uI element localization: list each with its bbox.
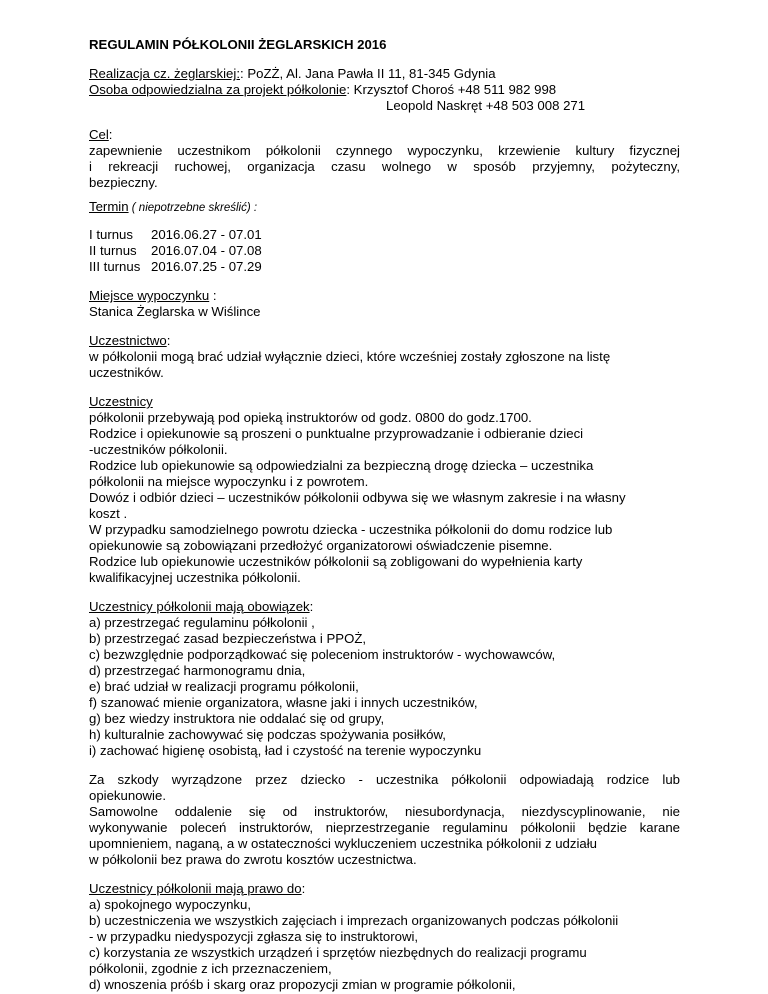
participants-line: Rodzice i opiekunowie są proszeni o punktualne przyprowadzanie i odbieranie dzieci xyxy=(89,426,584,441)
participants-line: półkolonii na miejsce wypoczynku i z powrotem. xyxy=(89,474,369,489)
term-row-dates: 2016.07.25 - 07.29 xyxy=(151,259,262,274)
duties-item: d) przestrzegać harmonogramu dnia, xyxy=(89,663,306,678)
rights-item: c) korzystania ze wszystkich urządzeń i sprzętów niezbędnych do realizacji programu xyxy=(89,945,587,960)
damages-line-1: Za szkody wyrządzone przez dziecko - uczestnika półkolonii odpowiadają rodzice lub xyxy=(89,772,680,787)
realization-label: Realizacja cz. żeglarskiej: xyxy=(89,66,240,81)
participants-heading: Uczestnicy xyxy=(89,394,153,409)
rights-item: b) uczestniczenia we wszystkich zajęciach i imprezach organizowanych podczas półkolonii xyxy=(89,913,619,928)
participants-line: kwalifikacyjnej uczestnika półkolonii. xyxy=(89,570,301,585)
responsible-person-2: Leopold Naskręt +48 503 008 271 xyxy=(386,98,586,113)
term-row-dates: 2016.07.04 - 07.08 xyxy=(151,243,262,258)
duties-item: b) przestrzegać zasad bezpieczeństwa i PPOŻ, xyxy=(89,631,367,646)
responsible-person-1: Krzysztof Choroś +48 511 982 998 xyxy=(353,82,557,97)
participants-line: Dowóz i odbiór dzieci – uczestników półkolonii odbywa się we własnym zakresie i na własny xyxy=(89,490,626,505)
duties-item: e) brać udział w realizacji programu półkolonii, xyxy=(89,679,359,694)
damages-line-4: wykonywanie poleceń instruktorów, nieprzestrzeganie regulaminu półkolonii będzie karane xyxy=(89,820,680,835)
term-row-label: III turnus xyxy=(89,259,141,274)
rights-colon: : xyxy=(301,881,306,896)
goal-line-1: zapewnienie uczestnikom półkolonii czynnego wypoczynku, krzewienie kultury fizycznej xyxy=(89,143,680,158)
rights-item: d) wnoszenia próśb i skarg oraz propozycji zmian w programie półkolonii, xyxy=(89,977,516,992)
realization-sep: : xyxy=(239,66,248,81)
duties-item: g) bez wiedzy instruktora nie oddalać się od grupy, xyxy=(89,711,385,726)
damages-line-3: Samowolne oddalenie się od instruktorów, niesubordynacja, niezdyscyplinowanie, nie xyxy=(89,804,680,819)
participants-line: koszt . xyxy=(89,506,128,521)
term-row xyxy=(89,259,262,275)
participation-heading-line xyxy=(89,333,170,349)
participants-line: półkolonii przebywają pod opieką instruktorów od godz. 0800 do godz.1700. xyxy=(89,410,532,425)
rights-item: a) spokojnego wypoczynku, xyxy=(89,897,252,912)
duties-heading-line xyxy=(89,599,313,615)
term-row-label: II turnus xyxy=(89,243,137,258)
duties-heading: Uczestnicy półkolonii mają obowiązek xyxy=(89,599,310,614)
rights-item: - w przypadku niedyspozycji zgłasza się to instruktorowi, xyxy=(89,929,419,944)
goal-colon: : xyxy=(108,127,113,142)
participation-heading: Uczestnictwo xyxy=(89,333,167,348)
term-row-dates: 2016.06.27 - 07.01 xyxy=(151,227,262,242)
participation-colon: : xyxy=(166,333,171,348)
participation-line-1: w półkolonii mogą brać udział wyłącznie dzieci, które wcześniej zostały zgłoszone na listę xyxy=(89,349,611,364)
duties-item: i) zachować higienę osobistą, ład i czystość na terenie wypoczynku xyxy=(89,743,482,758)
term-heading-line xyxy=(89,199,257,216)
realization-line xyxy=(89,66,496,82)
damages-line-2: opiekunowie. xyxy=(89,788,166,803)
place-colon: : xyxy=(209,288,217,303)
place-heading-line xyxy=(89,288,217,304)
goal-heading-line xyxy=(89,127,112,143)
goal-line-2: i rekreacji ruchowej, organizacja czasu wolnego w sposób przyjemny, pożyteczny, xyxy=(89,159,680,174)
term-row xyxy=(89,227,262,243)
rights-heading-line xyxy=(89,881,305,897)
duties-item: c) bezwzględnie podporządkować się poleceniom instruktorów - wychowawców, xyxy=(89,647,556,662)
participants-line: W przypadku samodzielnego powrotu dziecka - uczestnika półkolonii do domu rodzice lub xyxy=(89,522,613,537)
term-row-label: I turnus xyxy=(89,227,133,242)
document-title: REGULAMIN PÓŁKOLONII ŻEGLARSKICH 2016 xyxy=(89,37,387,52)
participants-line: -uczestników półkolonii. xyxy=(89,442,228,457)
responsible-line xyxy=(89,82,556,98)
rights-item: półkolonii, zgodnie z ich przeznaczeniem, xyxy=(89,961,332,976)
responsible-label: Osoba odpowiedzialna za projekt półkolonie xyxy=(89,82,347,97)
duties-item: h) kulturalnie zachowywać się podczas spożywania posiłków, xyxy=(89,727,446,742)
rights-heading: Uczestnicy półkolonii mają prawo do xyxy=(89,881,302,896)
duties-colon: : xyxy=(309,599,314,614)
responsible-sep: : xyxy=(346,82,354,97)
participants-line: Rodzice lub opiekunowie uczestników półkolonii są zobligowani do wypełnienia karty xyxy=(89,554,583,569)
goal-line-3: bezpieczny. xyxy=(89,175,158,190)
participants-line: opiekunowie są zobowiązani przedłożyć organizatorowi oświadczenie pisemne. xyxy=(89,538,553,553)
term-row xyxy=(89,243,262,259)
duties-item: a) przestrzegać regulaminu półkolonii , xyxy=(89,615,315,630)
duties-item: f) szanować mienie organizatora, własne jaki i innych uczestników, xyxy=(89,695,478,710)
participation-line-2: uczestników. xyxy=(89,365,164,380)
damages-line-5: upomnieniem, naganą, a w ostateczności wykluczeniem uczestnika półkolonii z udziału xyxy=(89,836,597,851)
place-value: Stanica Żeglarska w Wiślince xyxy=(89,304,261,319)
participants-line: Rodzice lub opiekunowie są odpowiedzialni za bezpieczną drogę dziecka – uczestnika xyxy=(89,458,594,473)
term-note: ( niepotrzebne skreślić) : xyxy=(128,202,258,214)
realization-value: PoZŻ, Al. Jana Pawła II 11, 81-345 Gdynia xyxy=(247,66,496,81)
term-heading: Termin xyxy=(89,199,129,214)
place-heading: Miejsce wypoczynku xyxy=(89,288,210,303)
damages-line-6: w półkolonii bez prawa do zwrotu kosztów uczestnictwa. xyxy=(89,852,417,867)
goal-heading: Cel xyxy=(89,127,109,142)
